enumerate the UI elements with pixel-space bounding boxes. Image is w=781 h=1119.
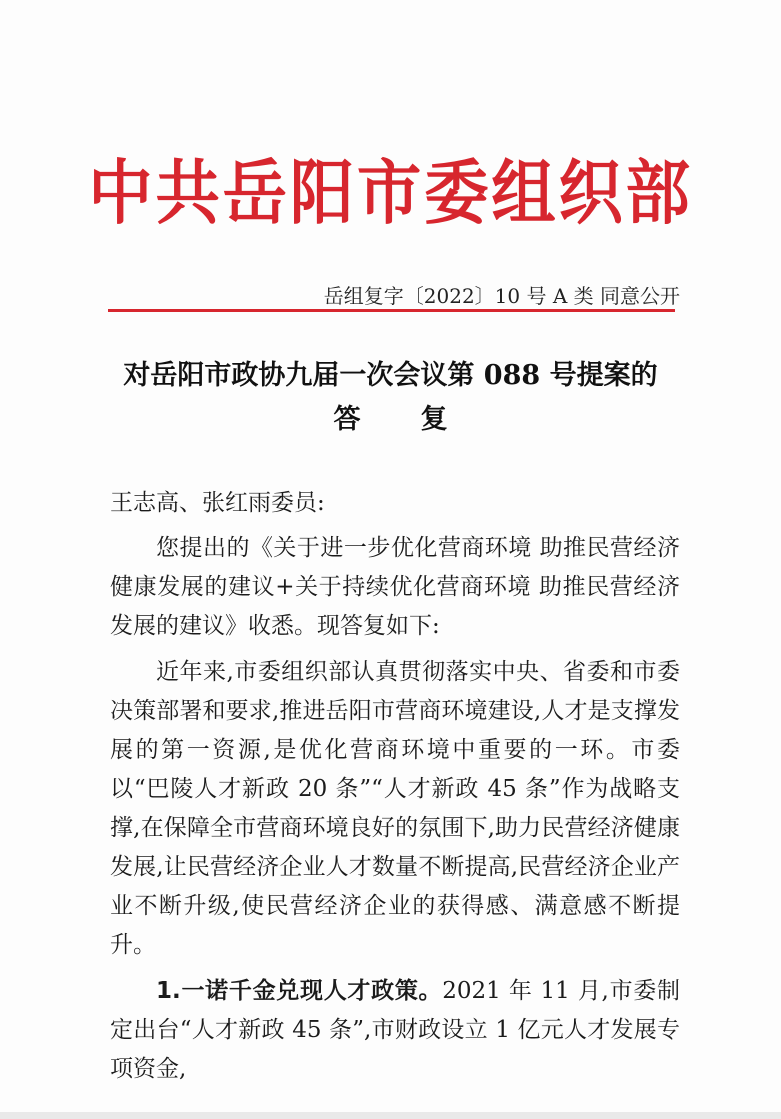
issuing-organization-header: 中共岳阳市委组织部	[88, 152, 693, 234]
title-line-1: 对岳阳市政协九届一次会议第 088 号提案的	[123, 360, 658, 391]
paragraph-3-text: 2021 年 11 月,市委制定出台“人才新政 45 条”,市财政设立 1 亿元人才发展专项资金,	[110, 978, 680, 1082]
document-number: 岳组复字〔2022〕10 号 A 类 同意公开	[323, 284, 680, 308]
paragraph-3	[110, 972, 680, 1089]
paragraph-3-heading: 1.一诺千金兑现人才政策。	[156, 978, 443, 1004]
paragraph-2: 近年来,市委组织部认真贯彻落实中央、省委和市委决策部署和要求,推进岳阳市营商环境建设,人才是支撑发展的第一资源,是优化营商环境中重要的一环。市委以“巴陵人才新政 20 条”“人才新政 45 条”作为战略支撑,在保障全市营商环境良好的氛围下,助力民营经济健康发展,让民营经济企业人才数量不断提高,民营经济企业产业不断升级,使民营经济企业的获得感、满意感不断提升。	[110, 659, 680, 958]
document-title	[80, 354, 701, 442]
salutation: 王志高、张红雨委员:	[110, 490, 325, 516]
document-body	[110, 484, 680, 1089]
red-divider-line	[108, 309, 675, 312]
title-line-2: 答复	[333, 404, 508, 435]
scan-bottom-edge	[0, 1112, 781, 1119]
paragraph-1: 您提出的《关于进一步优化营商环境 助推民营经济健康发展的建议+关于持续优化营商环境 助推民营经济发展的建议》收悉。现答复如下:	[110, 535, 680, 639]
